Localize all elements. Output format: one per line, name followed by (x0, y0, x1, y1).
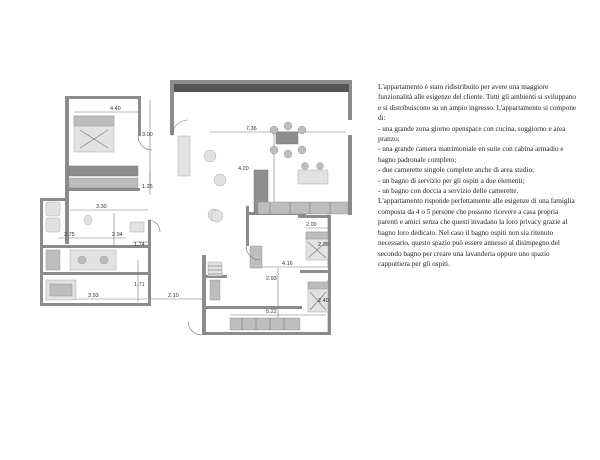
dim-living-width: 7.36 (246, 126, 257, 132)
dim-master-width: 4.40 (110, 106, 121, 112)
description-item-kids-rooms: - due camerette singole complete anche di area studio; (378, 166, 535, 175)
dim-hall-width: 2.10 (168, 293, 179, 299)
dim-living-depth: 4.20 (238, 166, 249, 172)
description-item-guest-bath: - un bagno di servizio per gli ospiti a due elementi; (378, 176, 525, 185)
bath-cabinet (46, 250, 60, 270)
description-text (378, 82, 578, 269)
dim-wc-height: 1.71 (134, 282, 145, 288)
toilet (84, 215, 92, 225)
armchair (214, 174, 226, 186)
description-item-living: - una grande zona giorno openspace con cucina, soggiorno e area pranzo; (378, 124, 566, 144)
dim-bath-height: 2.94 (112, 232, 123, 238)
dim-bed3-depth: 2.40 (318, 298, 329, 304)
description-item-master: - una grande camera matrimoniale en suite con cabina armadio e bagno padronale completo; (378, 145, 564, 164)
dim-closet-depth: 1.25 (142, 184, 153, 190)
floor-plan (30, 70, 365, 340)
side-table (204, 150, 216, 162)
dim-bath-width: 2.75 (64, 232, 75, 238)
description-closing: L'appartamento risponde perfettamente alle esigenze di una famiglia composta da 4 o 5 persone che possono ricevere a casa propria parenti e amici senza che questi invadano la loro privacy grazie al bagno loro dedicato. Nel caso il bagno ospiti non sia ritenuto necessario, questo spazio può essere annesso al disimpegno del secondo bagno per creare una lavanderia oppure uno spazio cappottiera per gli ospiti. (378, 197, 575, 268)
dim-wc-width: 1.74 (134, 242, 145, 248)
closet (69, 166, 138, 176)
dim-bed3-width: 5.22 (266, 309, 277, 315)
kitchen-island (298, 170, 328, 184)
bathtub (46, 202, 60, 216)
description-intro: L'appartamento è stato ridistribuito per avere una maggiore funzionalità alle esigenze del cliente. Tutti gli ambienti si sviluppano e si distribuiscono su un ampio ingresso. L'appartamento si compone di: (378, 83, 577, 123)
dim-corridor-width: 3.30 (96, 204, 107, 210)
dim-bed-zone-width: 4.16 (282, 261, 293, 267)
description-item-shower-bath: - un bagno con doccia a servizio delle camerette. (378, 187, 519, 196)
dining-table (276, 132, 298, 144)
dim-bed2-width: 2.00 (306, 222, 317, 228)
dim-stair-depth: 2.93 (266, 276, 277, 282)
wc-sink (130, 222, 144, 232)
dim-bed2-depth: 2.36 (318, 242, 329, 248)
sofa (178, 136, 190, 176)
desk-3 (230, 318, 300, 330)
shower (46, 218, 60, 232)
dim-master-depth: 3.00 (142, 132, 153, 138)
dim-ensuite-width: 3.93 (88, 293, 99, 299)
